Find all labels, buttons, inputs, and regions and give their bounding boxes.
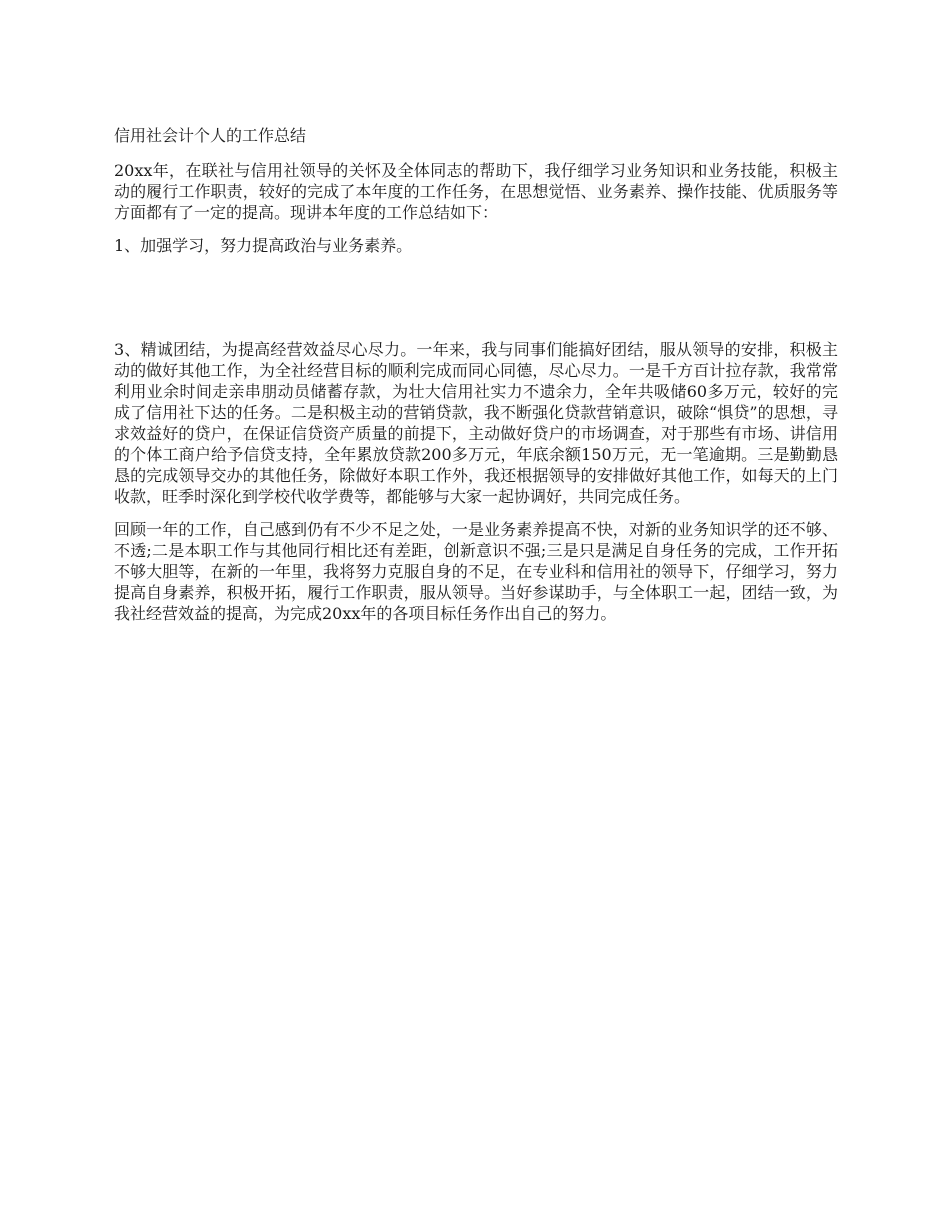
section-1-heading: 1、加强学习，努力提高政治与业务素养。 (114, 236, 413, 255)
conclusion-paragraph: 回顾一年的工作，自己感到仍有不少不足之处，一是业务素养提高不快，对新的业务知识学的还不够、不透;二是本职工作与其他同行相比还有差距，创新意识不强;三是只是满足自身任务的完成，工作开拓不够大胆等，在新的一年里，我将努力克服自身的不足，在专业科和信用社的领导下，仔细学习，努力提高自身素养，积极开拓，履行工作职责，服从领导。当好参谋助手，与全体职工一起，团结一致，为我社经营效益的提高，为完成20xx年的各项目标任务作出自己的努力。 (114, 520, 838, 623)
section-3-paragraph: 3、精诚团结，为提高经营效益尽心尽力。一年来，我与同事们能搞好团结，服从领导的安排，积极主动的做好其他工作，为全社经营目标的顺利完成而同心同德，尽心尽力。一是千方百计拉存款，我常常利用业余时间走亲串朋动员储蓄存款，为壮大信用社实力不遗余力，全年共吸储60多万元，较好的完成了信用社下达的任务。二是积极主动的营销贷款，我不断强化贷款营销意识，破除“惧贷”的思想，寻求效益好的贷户，在保证信贷资产质量的前提下，主动做好贷户的市场调查，对于那些有市场、讲信用的个体工商户给予信贷支持，全年累放贷款200多万元，年底余额150万元，无一笔逾期。三是勤勤恳恳的完成领导交办的其他任务，除做好本职工作外，我还根据领导的安排做好其他工作，如每天的上门收款，旺季时深化到学校代收学费等，都能够与大家一起协调好，共同完成任务。 (114, 340, 838, 506)
blank-gap (114, 268, 838, 339)
intro-paragraph: 20xx年，在联社与信用社领导的关怀及全体同志的帮助下，我仔细学习业务知识和业务技能，积极主动的履行工作职责，较好的完成了本年度的工作任务，在思想觉悟、业务素养、操作技能、优质服务等方面都有了一定的提高。现讲本年度的工作总结如下： (114, 161, 838, 222)
document-title: 信用社会计个人的工作总结 (114, 126, 307, 145)
document-body (114, 125, 838, 636)
